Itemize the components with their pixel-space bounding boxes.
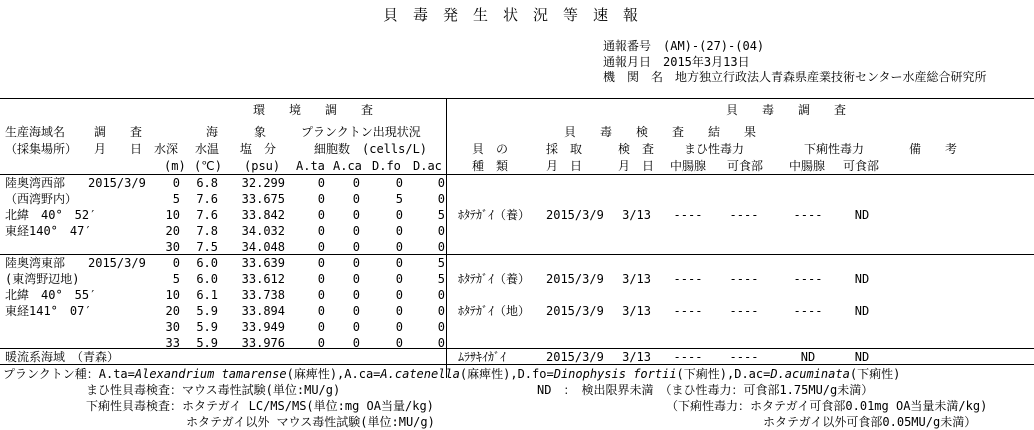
table-top-rule [0, 98, 1034, 99]
collection-header: 採 取 [546, 142, 583, 156]
exam-date: 3/13 [622, 272, 651, 286]
depth-value: 30 [165, 320, 180, 334]
survey-date: 2015/3/9 [88, 256, 146, 270]
aca-count: 0 [352, 176, 360, 190]
exam-date-header: 月 日 [618, 159, 655, 173]
depth-value: 20 [165, 224, 180, 238]
warm-dsp-edible: ND [854, 350, 870, 364]
temp-value: 7.6 [196, 192, 218, 206]
cells-header: 細胞数 (cells/L) [314, 142, 428, 156]
report-date: 通報月日 2015年3月13日 [603, 55, 750, 69]
dac-count: 0 [437, 320, 445, 334]
depth-value: 0 [172, 176, 180, 190]
exam-date: 3/13 [622, 304, 651, 318]
warm-psp-gut: ---- [673, 350, 703, 364]
dac-count: 0 [437, 240, 445, 254]
area-header: 生産海域名 [5, 125, 66, 139]
report-number: 通報番号 (AM)-(27)-(04) [603, 39, 765, 53]
area-label: 北緯 40° 52′ [5, 208, 97, 222]
warm-dsp-gut: ND [800, 350, 816, 364]
dfo-count: 0 [395, 256, 403, 270]
remarks-header: 備 考 [909, 142, 958, 156]
salinity-value: 33.738 [241, 288, 285, 302]
dfo-count: 0 [395, 288, 403, 302]
aca-header: A.ca [333, 159, 362, 173]
dac-count: 0 [437, 192, 445, 206]
dfo-header: D.fo [372, 159, 401, 173]
temp-value: 5.9 [196, 336, 218, 350]
ata-count: 0 [317, 240, 325, 254]
aca-count: 0 [352, 208, 360, 222]
table-bottom-rule [0, 364, 1034, 365]
plankton-species-note: プランクトン種：A.ta=Alexandrium tamarense(麻痺性),A.ca=A.catenella(麻痺性),D.fo=Dinophysis fortii(下痢性),D.ac=D.acuminata(下痢性) [3, 367, 901, 381]
warm-exam-date: 3/13 [622, 350, 651, 364]
dsp-header: 下痢性毒力 [804, 142, 865, 156]
psp-gut-value: ---- [673, 304, 703, 318]
exam-date: 3/13 [622, 208, 651, 222]
collection-date: 2015/3/9 [546, 304, 604, 318]
salinity-value: 33.894 [241, 304, 285, 318]
psp-gut-header: 中腸腺 [670, 159, 707, 173]
ata-count: 0 [317, 272, 325, 286]
depth-value: 5 [172, 192, 180, 206]
temp-unit: (℃) [194, 159, 222, 173]
temp-value: 6.8 [196, 176, 218, 190]
ata-count: 0 [317, 320, 325, 334]
temp-value: 5.9 [196, 304, 218, 318]
shell-type: ﾎﾀﾃｶﾞｲ（地） [458, 304, 531, 318]
ata-count: 0 [317, 288, 325, 302]
other-method-note: ホタテガイ以外 マウス毒性試験(単位:MU/g) [186, 415, 435, 429]
psp-edible-value: ---- [729, 272, 759, 286]
depth-value: 5 [172, 272, 180, 286]
exam-header: 検 査 [618, 142, 655, 156]
survey-header: 調 査 [94, 125, 143, 139]
psp-gut-value: ---- [673, 272, 703, 286]
dac-count: 5 [437, 256, 445, 270]
collection-date: 2015/3/9 [546, 208, 604, 222]
sea-header: 海 象 [206, 125, 267, 139]
survey-date-header: 月 日 [94, 142, 143, 156]
depth-value: 20 [165, 304, 180, 318]
dsp-gut-header: 中腸腺 [789, 159, 826, 173]
depth-value: 0 [172, 256, 180, 270]
psp-header: まひ性毒力 [684, 142, 745, 156]
ata-count: 0 [317, 224, 325, 238]
temp-value: 6.1 [196, 288, 218, 302]
area-label: (東湾野辺地) [5, 272, 80, 286]
aca-count: 0 [352, 320, 360, 334]
aca-count: 0 [352, 304, 360, 318]
toxin-section-header: 貝 毒 調 査 [726, 103, 847, 117]
aca-count: 0 [352, 224, 360, 238]
dac-header: D.ac [413, 159, 442, 173]
depth-value: 10 [165, 208, 180, 222]
temp-value: 7.5 [196, 240, 218, 254]
aca-count: 0 [352, 192, 360, 206]
organization: 機 関 名 地方独立行政法人青森県産業技術センター水産総合研究所 [603, 70, 987, 84]
salinity-value: 33.949 [241, 320, 285, 334]
result-header: 貝 毒 検 査 結 果 [564, 125, 757, 139]
aca-count: 0 [352, 288, 360, 302]
salinity-value: 34.048 [241, 240, 285, 254]
aca-count: 0 [352, 272, 360, 286]
shell-type: ﾎﾀﾃｶﾞｲ（養） [458, 208, 531, 222]
ata-count: 0 [317, 304, 325, 318]
psp-gut-value: ---- [673, 208, 703, 222]
temp-value: 5.9 [196, 320, 218, 334]
dac-count: 0 [437, 336, 445, 350]
psp-edible-header: 可食部 [727, 159, 764, 173]
salinity-value: 33.976 [241, 336, 285, 350]
salinity-value: 33.675 [241, 192, 285, 206]
temp-value: 6.0 [196, 256, 218, 270]
area-label: 東経141° 07′ [5, 304, 92, 318]
collection-date-header: 月 日 [546, 159, 583, 173]
dsp-edible-value: ND [854, 304, 870, 318]
ata-header: A.ta [296, 159, 325, 173]
dsp-limit-note: （下痢性毒力：ホタテガイ可食部0.01mg OA当量未満/kg) [666, 399, 988, 413]
temp-value: 6.0 [196, 272, 218, 286]
dfo-count: 0 [395, 272, 403, 286]
plankton-header: プランクトン出現状況 [301, 125, 421, 139]
area-label: 北緯 40° 55′ [5, 288, 97, 302]
env-section-header: 環 境 調 査 [253, 103, 374, 117]
dac-count: 0 [437, 224, 445, 238]
depth-header: 水深 [154, 142, 179, 156]
depth-unit: (m) [164, 159, 186, 173]
warm-collection-date: 2015/3/9 [546, 350, 604, 364]
section-divider [446, 98, 447, 378]
salinity-value: 33.842 [241, 208, 285, 222]
temp-value: 7.6 [196, 208, 218, 222]
dfo-count: 0 [395, 208, 403, 222]
dsp-edible-value: ND [854, 208, 870, 222]
psp-edible-value: ---- [729, 208, 759, 222]
dfo-count: 5 [395, 192, 403, 206]
dac-count: 5 [437, 272, 445, 286]
dsp-edible-header: 可食部 [843, 159, 880, 173]
depth-value: 30 [165, 240, 180, 254]
dsp-edible-value: ND [854, 272, 870, 286]
dac-count: 0 [437, 176, 445, 190]
ata-count: 0 [317, 256, 325, 270]
group-divider [0, 254, 1034, 255]
dsp-gut-value: ---- [793, 304, 823, 318]
temp-value: 7.8 [196, 224, 218, 238]
salinity-value: 32.299 [241, 176, 285, 190]
ata-count: 0 [317, 336, 325, 350]
dac-count: 5 [437, 208, 445, 222]
dac-count: 0 [437, 304, 445, 318]
psp-edible-value: ---- [729, 304, 759, 318]
survey-date: 2015/3/9 [88, 176, 146, 190]
dfo-count: 0 [395, 176, 403, 190]
shell-header: 貝 の [472, 142, 509, 156]
ata-count: 0 [317, 208, 325, 222]
dac-count: 0 [437, 288, 445, 302]
depth-value: 33 [165, 336, 180, 350]
aca-count: 0 [352, 240, 360, 254]
dsp-gut-value: ---- [793, 272, 823, 286]
depth-value: 10 [165, 288, 180, 302]
salinity-unit: (psu) [244, 159, 281, 173]
area-label: 東経140° 47′ [5, 224, 92, 238]
shell-type-header: 種 類 [472, 159, 509, 173]
area-sub-header: （採集場所） [5, 142, 78, 156]
warm-psp-edible: ---- [729, 350, 759, 364]
dfo-count: 0 [395, 336, 403, 350]
dsp-gut-value: ---- [793, 208, 823, 222]
psp-method-note: まひ性貝毒検査：マウス毒性試験(単位:MU/g) [86, 383, 341, 397]
nd-note: ND ： 検出限界未満 （まひ性毒力：可食部1.75MU/g未満） [537, 383, 874, 397]
other-limit-note: ホタテガイ以外可食部0.05MU/g未満） [763, 415, 977, 429]
shell-type: ﾎﾀﾃｶﾞｲ（養） [458, 272, 531, 286]
ata-count: 0 [317, 176, 325, 190]
dfo-count: 0 [395, 240, 403, 254]
page-title: 貝 毒 発 生 状 況 等 速 報 [383, 6, 639, 24]
ata-count: 0 [317, 192, 325, 206]
dfo-count: 0 [395, 304, 403, 318]
temp-header: 水温 [195, 142, 220, 156]
aca-count: 0 [352, 256, 360, 270]
warm-area-label: 暖流系海域 （青森） [5, 350, 120, 364]
dsp-method-note: 下痢性貝毒検査：ホタテガイ LC/MS/MS(単位:mg OA当量/kg) [86, 399, 434, 413]
header-bottom-rule [0, 174, 1034, 175]
salinity-value: 33.612 [241, 272, 285, 286]
salinity-value: 34.032 [241, 224, 285, 238]
area-label: 陸奥湾東部 [5, 256, 66, 270]
area-label: （西湾野内） [5, 192, 78, 206]
dfo-count: 0 [395, 320, 403, 334]
salinity-value: 33.639 [241, 256, 285, 270]
aca-count: 0 [352, 336, 360, 350]
area-label: 陸奥湾西部 [5, 176, 66, 190]
dfo-count: 0 [395, 224, 403, 238]
collection-date: 2015/3/9 [546, 272, 604, 286]
salinity-header: 塩 分 [240, 142, 277, 156]
warm-shell: ﾑﾗｻｷｲｶﾞｲ [458, 350, 507, 364]
